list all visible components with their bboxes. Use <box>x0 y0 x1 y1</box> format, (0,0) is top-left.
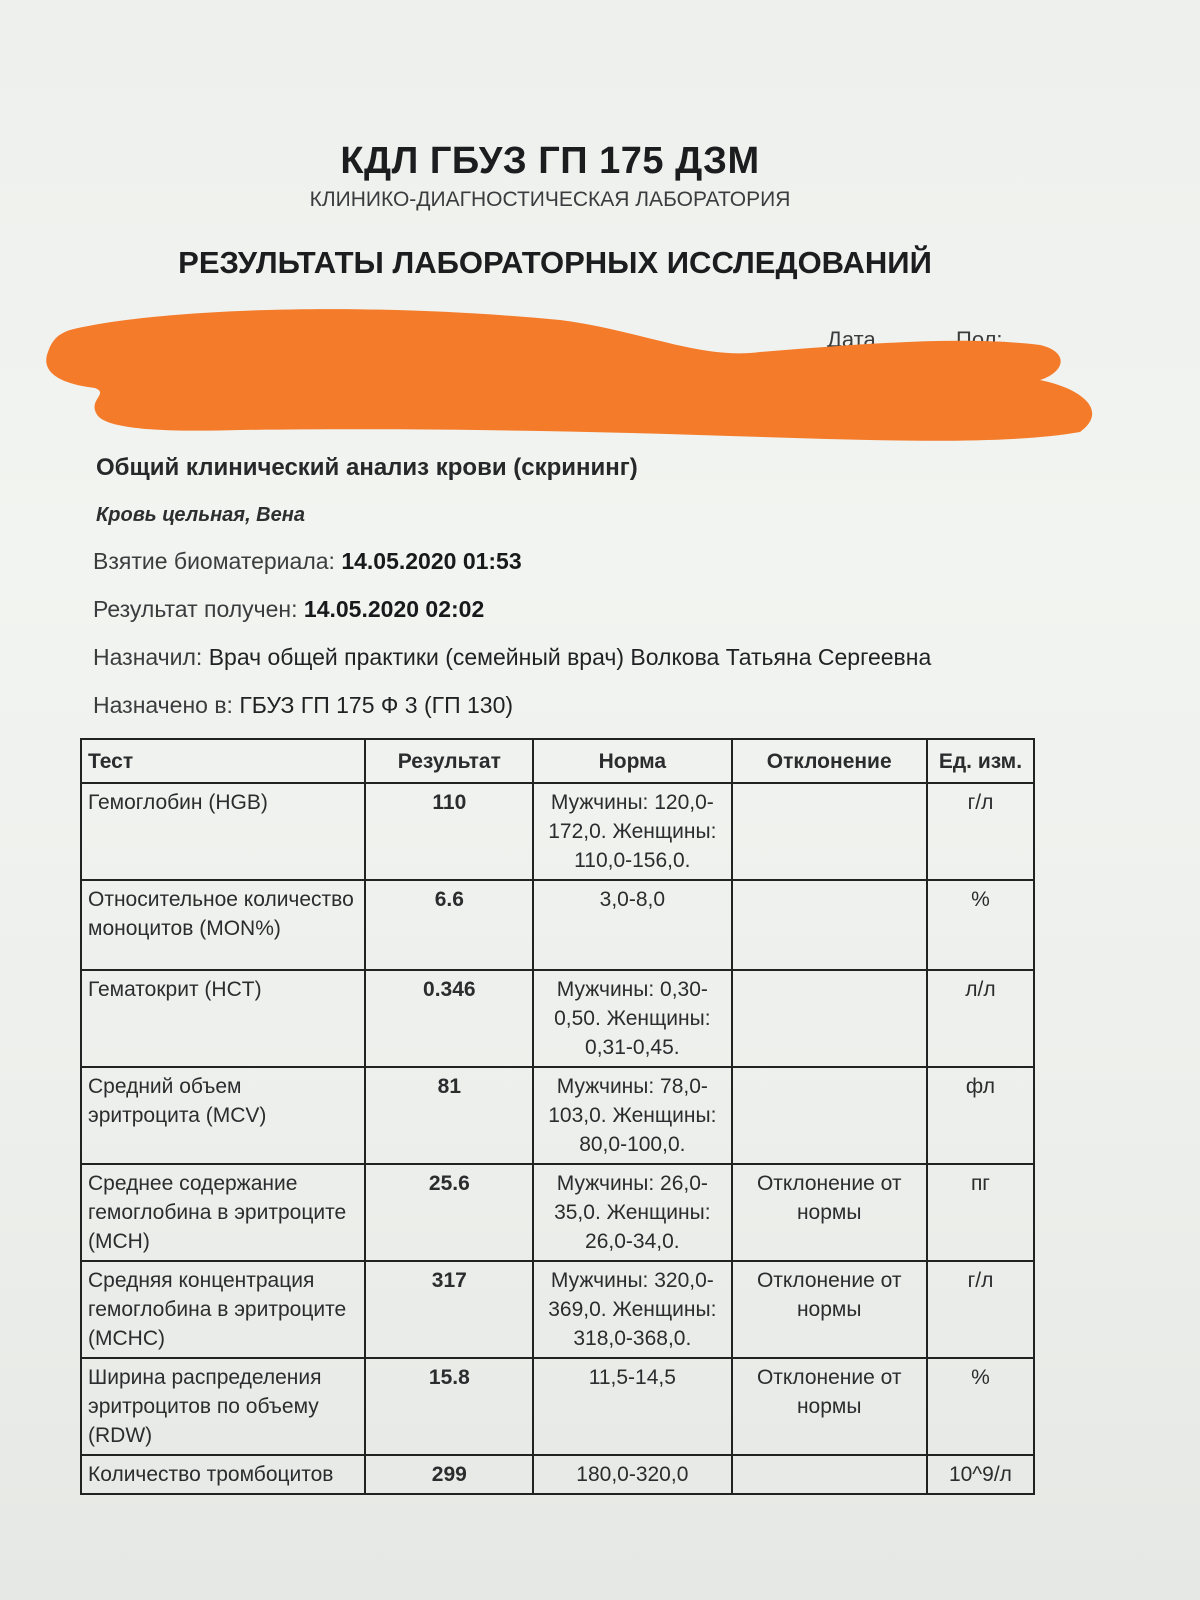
cell-test: Средний объем эритроцита (MCV) <box>81 1067 365 1164</box>
table-row <box>81 783 1034 880</box>
sampling-row <box>93 548 522 575</box>
sampling-label: Взятие биоматериала: <box>93 548 335 574</box>
cell-unit: фл <box>927 1067 1034 1164</box>
redaction-mark <box>0 0 1200 460</box>
cell-result: 299 <box>365 1455 533 1494</box>
ordered-by-label: Назначил: <box>93 644 203 670</box>
table-row <box>81 1358 1034 1455</box>
cell-unit: г/л <box>927 783 1034 880</box>
sampling-value: 14.05.2020 01:53 <box>341 548 522 574</box>
cell-deviation: Отклонение от нормы <box>732 1164 927 1261</box>
cell-norm: Мужчины: 320,0-369,0. Женщины: 318,0-368,0. <box>533 1261 731 1358</box>
ordered-at-value: ГБУЗ ГП 175 Ф 3 (ГП 130) <box>239 692 514 718</box>
sex-label: Пол: <box>956 327 1003 352</box>
table-header-row <box>81 739 1034 783</box>
cell-unit: л/л <box>927 970 1034 1067</box>
table-row <box>81 1261 1034 1358</box>
cell-unit: % <box>927 1358 1034 1455</box>
result-received-label: Результат получен: <box>93 596 298 622</box>
header-unit: Ед. изм. <box>927 739 1034 783</box>
analysis-name: Общий клинический анализ крови (скрининг) <box>96 454 638 481</box>
cell-test: Относительное количество моноцитов (MON%) <box>81 880 365 970</box>
header-result: Результат <box>365 739 533 783</box>
cell-deviation <box>732 783 927 880</box>
cell-result: 0.346 <box>365 970 533 1067</box>
cell-test: Гемоглобин (HGB) <box>81 783 365 880</box>
cell-norm: Мужчины: 26,0-35,0. Женщины: 26,0-34,0. <box>533 1164 731 1261</box>
results-table <box>80 738 1035 1495</box>
cell-norm: 11,5-14,5 <box>533 1358 731 1455</box>
cell-deviation: Отклонение от нормы <box>732 1261 927 1358</box>
table-row <box>81 1067 1034 1164</box>
cell-unit: г/л <box>927 1261 1034 1358</box>
cell-deviation <box>732 970 927 1067</box>
cell-result: 110 <box>365 783 533 880</box>
cell-unit: 10^9/л <box>927 1455 1034 1494</box>
lab-subtitle: КЛИНИКО-ДИАГНОСТИЧЕСКАЯ ЛАБОРАТОРИЯ <box>309 188 791 211</box>
table-row <box>81 1164 1034 1261</box>
cell-test: Ширина распределения эритроцитов по объему (RDW) <box>81 1358 365 1455</box>
cell-result: 81 <box>365 1067 533 1164</box>
ordered-by-value: Врач общей практики (семейный врач) Волкова Татьяна Сергеевна <box>208 644 932 670</box>
cell-result: 317 <box>365 1261 533 1358</box>
cell-norm: Мужчины: 78,0-103,0. Женщины: 80,0-100,0. <box>533 1067 731 1164</box>
cell-deviation: Отклонение от нормы <box>732 1358 927 1455</box>
ordered-by-row <box>93 644 931 671</box>
cell-test: Количество тромбоцитов <box>81 1455 365 1494</box>
header-deviation: Отклонение <box>732 739 927 783</box>
table-row <box>81 1455 1034 1494</box>
cell-norm: 180,0-320,0 <box>533 1455 731 1494</box>
cell-deviation <box>732 880 927 970</box>
ordered-at-row <box>93 692 513 719</box>
cell-result: 6.6 <box>365 880 533 970</box>
header-norm: Норма <box>533 739 731 783</box>
redaction-scribble <box>46 309 1092 441</box>
ordered-at-label: Назначено в: <box>93 692 233 718</box>
specimen-type: Кровь цельная, Вена <box>96 504 305 526</box>
result-received-row <box>93 596 484 623</box>
cell-result: 25.6 <box>365 1164 533 1261</box>
cell-norm: Мужчины: 0,30-0,50. Женщины: 0,31-0,45. <box>533 970 731 1067</box>
cell-norm: Мужчины: 120,0-172,0. Женщины: 110,0-156,0. <box>533 783 731 880</box>
result-received-value: 14.05.2020 02:02 <box>303 596 485 622</box>
cell-deviation <box>732 1455 927 1494</box>
document-title: РЕЗУЛЬТАТЫ ЛАБОРАТОРНЫХ ИССЛЕДОВАНИЙ <box>178 245 932 280</box>
date-label: Дата <box>827 327 876 352</box>
cell-deviation <box>732 1067 927 1164</box>
table-row <box>81 970 1034 1067</box>
cell-test: Гематокрит (HCT) <box>81 970 365 1067</box>
lab-name: КДЛ ГБУЗ ГП 175 ДЗМ <box>340 140 760 182</box>
cell-result: 15.8 <box>365 1358 533 1455</box>
cell-test: Средняя концентрация гемоглобина в эритроците (MCHC) <box>81 1261 365 1358</box>
cell-unit: % <box>927 880 1034 970</box>
header-test: Тест <box>81 739 365 783</box>
table-row <box>81 880 1034 970</box>
cell-unit: пг <box>927 1164 1034 1261</box>
cell-norm: 3,0-8,0 <box>533 880 731 970</box>
cell-test: Среднее содержание гемоглобина в эритроците (MCH) <box>81 1164 365 1261</box>
